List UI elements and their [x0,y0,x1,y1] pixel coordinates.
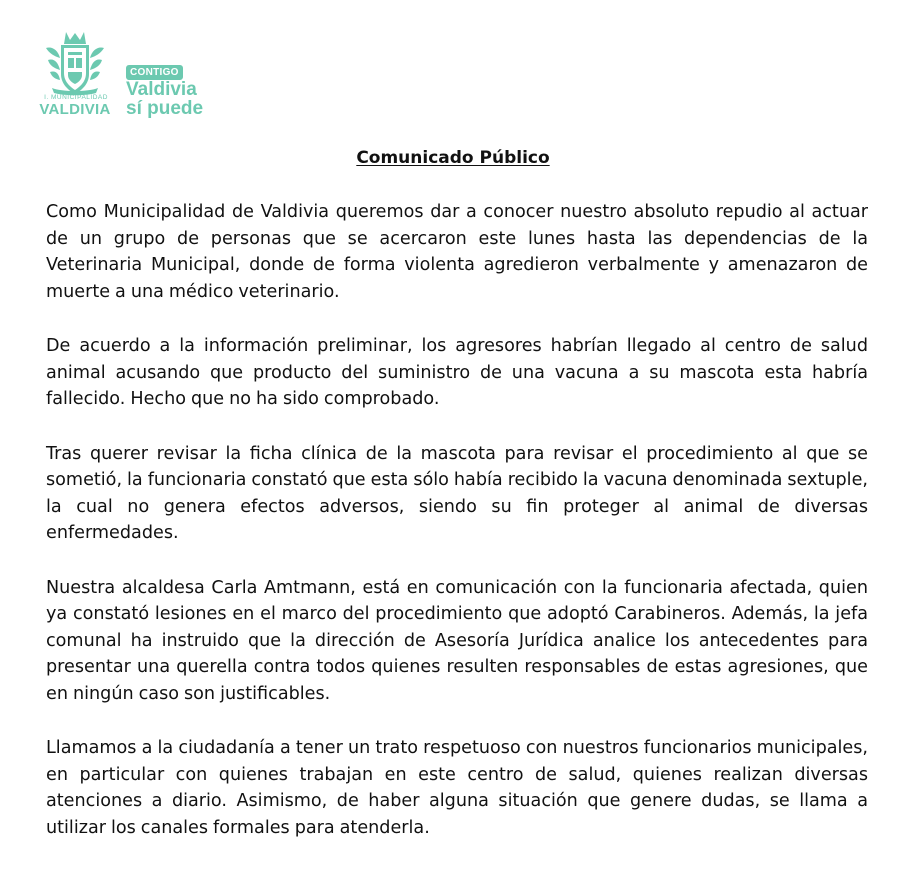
coat-of-arms-icon [44,30,106,96]
slogan-logo [126,60,236,120]
contigo-badge: CONTIGO [126,65,183,80]
paragraph: Como Municipalidad de Valdivia queremos dar a conocer nuestro absoluto repudio al actuar de un grupo de personas que se acercaron este lunes hasta las dependencias de la Veterinaria Municipal, donde de forma violenta agredieron verbalmente y amenazaron de muerte a una médico veterinario. [46,202,868,302]
municipality-logo [30,28,120,118]
slogan-line-1: Valdivia [126,79,197,100]
paragraph: Nuestra alcaldesa Carla Amtmann, está en comunicación con la funcionaria afectada, quien ya constató lesiones en el marco del procedimiento que adoptó Carabineros. Además, la jefa comunal ha instruido que la dirección de Asesoría Jurídica analice los antecedentes para presentar una querella contra todos quienes resulten responsables de estas agresiones, que en ningún caso son justificables. [46,577,868,704]
paragraph: De acuerdo a la información preliminar, los agresores habrían llegado al centro de salud animal acusando que producto del suministro de una vacuna a su mascota esta habría fallecido. Hecho que no ha sido comprobado. [46,336,868,409]
slogan-line-2: sí puede [126,98,204,119]
document-title: Comunicado Público [356,148,550,168]
paragraph: Llamamos a la ciudadanía a tener un trato respetuoso con nuestros funcionarios municipales, en particular con quienes trabajan en este centro de salud, quienes realizan diversas atenciones a diario. Asimismo, de haber alguna situación que genere dudas, se llama a utilizar los canales formales para atenderla. [46,738,868,838]
municipality-prefix: I. MUNICIPALIDAD [44,94,108,101]
paragraph: Tras querer revisar la ficha clínica de la mascota para revisar el procedimiento al que se sometió, la funcionaria constató que esta sólo había recibido la vacuna denominada sextuple, la cual no genera efectos adversos, siendo su fin proteger al animal de diversas enfermedades. [46,443,868,543]
letterhead [30,28,290,120]
municipality-name: VALDIVIA [39,101,111,118]
document-body [46,199,868,869]
